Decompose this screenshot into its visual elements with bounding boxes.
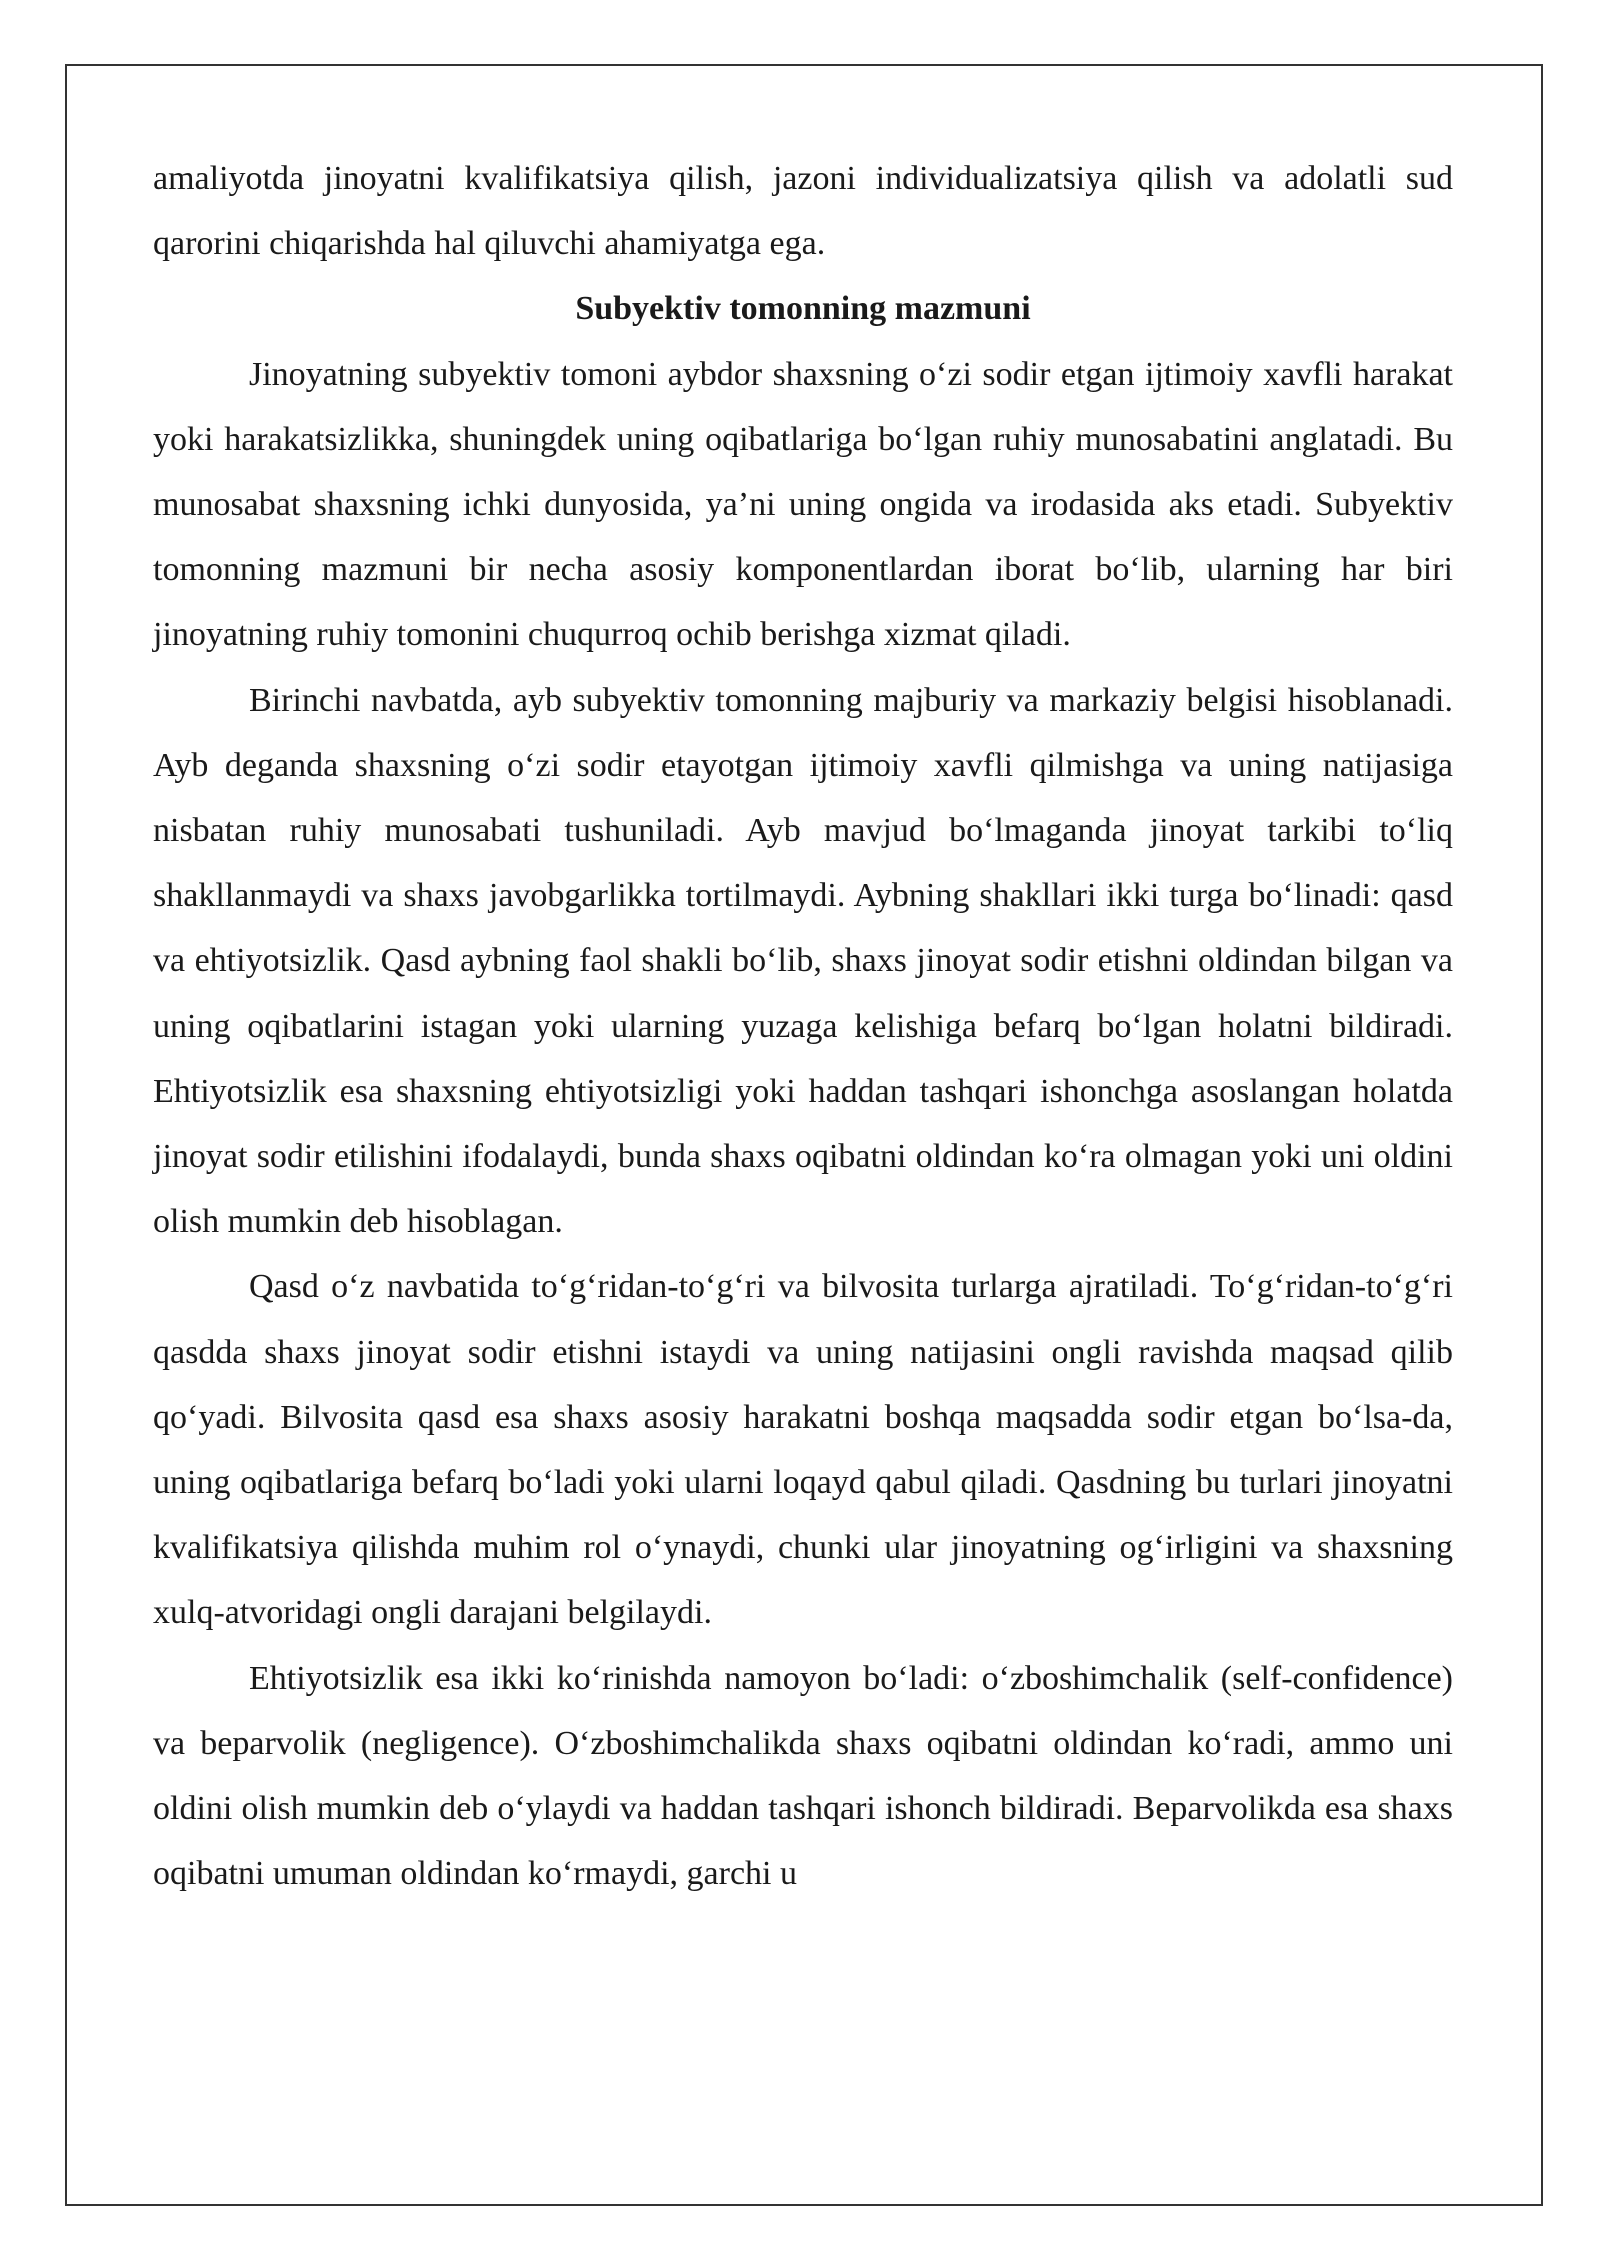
paragraph-guilt: Birinchi navbatda, ayb subyektiv tomonning majburiy va markaziy belgisi hisoblanadi. Ayb deganda shaxsning o‘zi sodir etayotgan ijtimoiy xavfli qilmishga va uning natijasiga nisbatan ruhiy munosabati tushuniladi. Ayb mavjud bo‘lmaganda jinoyat tarkibi to‘liq shakllanmaydi va shaxs javobgarlikka tortilmaydi. Aybning shakllari ikki turga bo‘linadi: qasd va ehtiyotsizlik. Qasd aybning faol shakli bo‘lib, shaxs jinoyat sodir etishni oldindan bilgan va uning oqibatlarini istagan yoki ularning yuzaga kelishiga befarq bo‘lgan holatni bildiradi. Ehtiyotsizlik esa shaxsning ehtiyotsizligi yoki haddan tashqari ishonchga asoslangan holatda jinoyat sodir etilishini ifodalaydi, bunda shaxs oqibatni oldindan ko‘ra olmagan yoki uni oldini olish mumkin deb hisoblagan.	[153, 681, 1453, 1241]
paragraph-intent-types: Qasd o‘z navbatida to‘g‘ridan-to‘g‘ri va bilvosita turlarga ajratiladi. To‘g‘ridan-to‘g‘ri qasdda shaxs jinoyat sodir etishni istaydi va uning natijasini ongli ravishda maqsad qilib qo‘yadi. Bilvosita qasd esa shaxs asosiy harakatni boshqa maqsadda sodir etgan bo‘lsa-da, uning oqibatlariga befarq bo‘ladi yoki ularni loqayd qabul qiladi. Qasdning bu turlari jinoyatni kvalifikatsiya qilishda muhim rol o‘ynaydi, chunki ular jinoyatning og‘irligini va shaxsning xulq-atvoridagi ongli darajani belgilaydi.	[153, 1268, 1453, 1632]
section-heading: Subyektiv tomonning mazmuni	[575, 290, 1031, 328]
paragraph-negligence-types: Ehtiyotsizlik esa ikki ko‘rinishda namoyon bo‘ladi: o‘zboshimchalik (self-confidence) va beparvolik (negligence). O‘zboshimchalikda shaxs oqibatni oldindan ko‘radi, ammo uni oldini olish mumkin deb o‘ylaydi va haddan tashqari ishonch bildiradi. Beparvolikda esa shaxs oqibatni umuman oldindan ko‘rmaydi, garchi u	[153, 1659, 1453, 1893]
intro-continuation-paragraph: amaliyotda jinoyatni kvalifikatsiya qilish, jazoni individualizatsiya qilish va adolatli sud qarorini chiqarishda hal qiluvchi ahamiyatga ega.	[153, 160, 1453, 263]
document-body	[153, 146, 1453, 1906]
paragraph-subjective-side: Jinoyatning subyektiv tomoni aybdor shaxsning o‘zi sodir etgan ijtimoiy xavfli harakat yoki harakatsizlikka, shuningdek uning oqibatlariga bo‘lgan ruhiy munosabatini anglatadi. Bu munosabat shaxsning ichki dunyosida, ya’ni uning ongida va irodasida aks etadi. Subyektiv tomonning mazmuni bir necha asosiy komponentlardan iborat bo‘lib, ularning har biri jinoyatning ruhiy tomonini chuqurroq ochib berishga xizmat qiladi.	[153, 355, 1453, 654]
